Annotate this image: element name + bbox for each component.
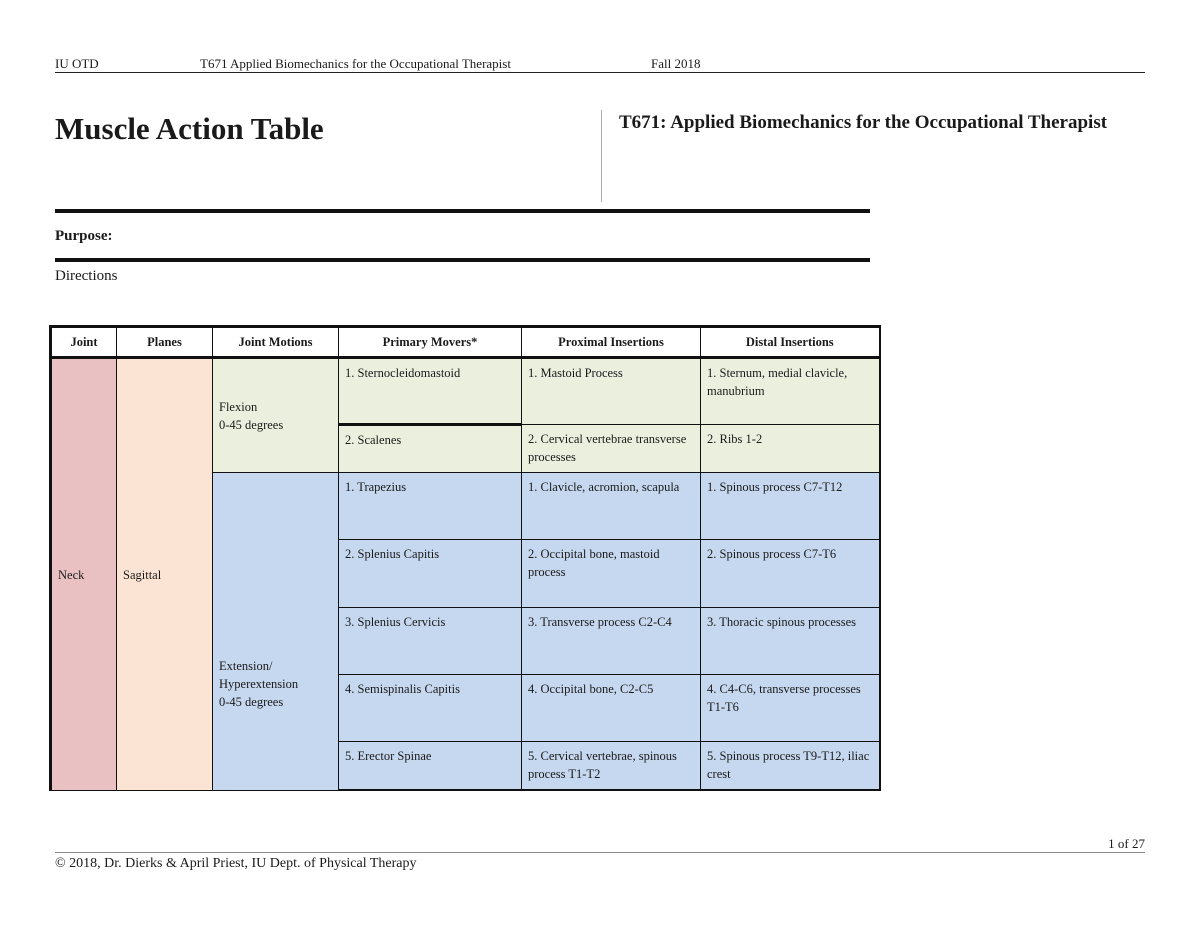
joint-cell: Neck: [51, 358, 117, 790]
table-row: [51, 358, 880, 425]
col-header-planes: Planes: [117, 327, 213, 358]
distal-cell: 2. Ribs 1-2: [701, 425, 880, 473]
purpose-label: Purpose:: [55, 228, 113, 244]
page-number: 1 of 27: [1108, 836, 1145, 851]
mover-cell: 5. Erector Spinae: [339, 742, 522, 790]
footer-rule: [55, 852, 1145, 853]
col-header-joint: Joint: [51, 327, 117, 358]
proximal-cell: 3. Transverse process C2-C4: [522, 608, 701, 675]
table-header-row: [51, 327, 880, 358]
proximal-cell: 2. Cervical vertebrae transverse processes: [522, 425, 701, 473]
proximal-cell: 1. Clavicle, acromion, scapula: [522, 473, 701, 540]
distal-cell: 4. C4-C6, transverse processes T1-T6: [701, 675, 880, 742]
page-subtitle: T671: Applied Biomechanics for the Occupational Therapist: [619, 112, 1108, 133]
mover-cell: 3. Splenius Cervicis: [339, 608, 522, 675]
section-rule-bottom: [55, 258, 870, 262]
copyright-text: © 2018, Dr. Dierks & April Priest, IU Dept. of Physical Therapy: [55, 856, 417, 871]
proximal-cell: 4. Occipital bone, C2-C5: [522, 675, 701, 742]
proximal-cell: 2. Occipital bone, mastoid process: [522, 540, 701, 608]
mover-cell: 4. Semispinalis Capitis: [339, 675, 522, 742]
mover-cell: 1. Trapezius: [339, 473, 522, 540]
col-header-distal-insertions: Distal Insertions: [701, 327, 880, 358]
col-header-primary-movers: Primary Movers*: [339, 327, 522, 358]
distal-cell: 5. Spinous process T9-T12, iliac crest: [701, 742, 880, 790]
mover-cell: 1. Sternocleidomastoid: [339, 358, 522, 425]
directions-label: Directions: [55, 268, 118, 284]
distal-cell: 2. Spinous process C7-T6: [701, 540, 880, 608]
plane-cell: Sagittal: [117, 358, 213, 790]
motion-extension-cell: Extension/ Hyperextension 0-45 degrees: [213, 473, 339, 790]
distal-cell: 3. Thoracic spinous processes: [701, 608, 880, 675]
header-term: Fall 2018: [651, 56, 701, 71]
muscle-action-table: [49, 325, 881, 791]
section-rule-top: [55, 209, 870, 213]
col-header-proximal-insertions: Proximal Insertions: [522, 327, 701, 358]
distal-cell: 1. Sternum, medial clavicle, manubrium: [701, 358, 880, 425]
distal-cell: 1. Spinous process C7-T12: [701, 473, 880, 540]
mover-cell: 2. Scalenes: [339, 425, 522, 473]
title-divider: [601, 110, 602, 202]
mover-cell: 2. Splenius Capitis: [339, 540, 522, 608]
motion-flexion-cell: Flexion 0-45 degrees: [213, 358, 339, 473]
page-title: Muscle Action Table: [55, 111, 324, 146]
proximal-cell: 1. Mastoid Process: [522, 358, 701, 425]
header-rule: [55, 72, 1145, 73]
col-header-joint-motions: Joint Motions: [213, 327, 339, 358]
proximal-cell: 5. Cervical vertebrae, spinous process T1-T2: [522, 742, 701, 790]
header-course: T671 Applied Biomechanics for the Occupational Therapist: [200, 56, 511, 71]
header-org: IU OTD: [55, 56, 99, 71]
